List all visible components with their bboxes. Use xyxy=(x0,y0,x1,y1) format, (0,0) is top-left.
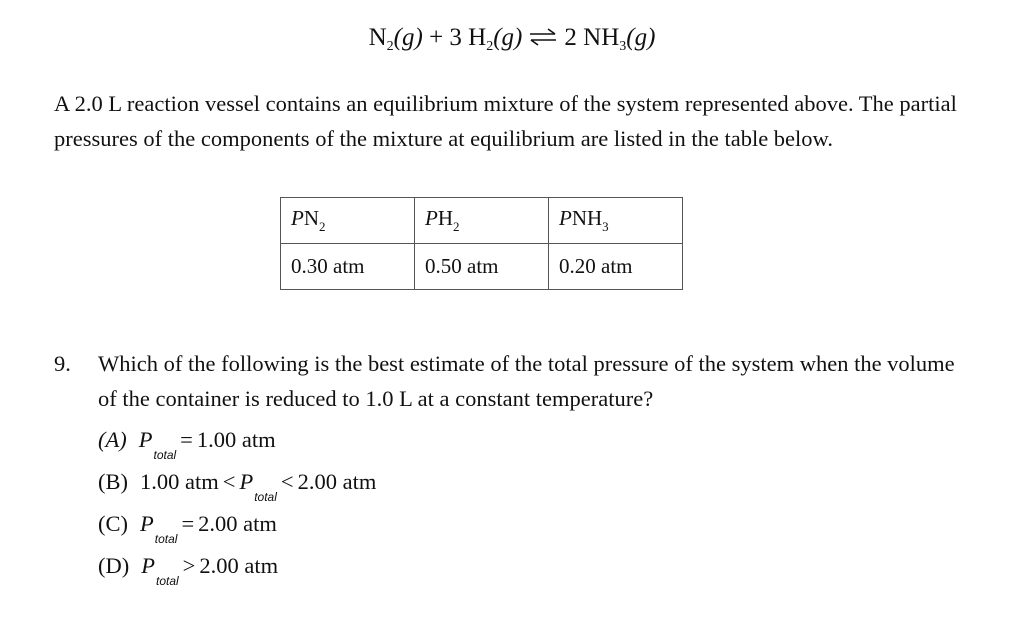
value-pn2: 0.30 atm xyxy=(281,244,415,290)
choice-b[interactable]: (B) 1.00 atm < $P_{total}< 2.00$ atm xyxy=(98,469,377,504)
choice-a-value: 1.00 atm xyxy=(196,427,276,452)
question-number: 9. xyxy=(54,351,71,376)
h2-formula: $H_2$ xyxy=(468,24,494,54)
choice-a[interactable]: (A) $P_{total}= 1.00$ atm xyxy=(98,427,276,462)
nh3-coefficient: 2 xyxy=(564,24,577,51)
partial-pressure-table xyxy=(280,197,683,290)
table-header-row xyxy=(281,198,683,244)
equilibrium-arrow-icon xyxy=(528,27,558,47)
intro-paragraph xyxy=(54,86,984,156)
choice-b-letter: (B) xyxy=(98,469,128,494)
n2-formula: $N_2$ xyxy=(368,24,394,54)
choice-a-letter: (A) xyxy=(98,427,127,452)
n2-phase: (g) xyxy=(393,24,423,51)
intro-text: A 2.0 L reaction vessel contains an equilibrium mixture of the system represented above. The partial pressures of the components of the mixture at equilibrium are listed in the table below. xyxy=(54,91,957,151)
header-pn2: $PN_2$ xyxy=(281,198,415,244)
nh3-formula: $NH_3$ xyxy=(583,24,627,54)
choice-c-letter: (C) xyxy=(98,511,128,536)
nh3-phase: (g) xyxy=(626,24,656,51)
h2-phase: (g) xyxy=(493,24,523,51)
equilibrium-equation xyxy=(0,18,1024,67)
choice-c-value: 2.00 atm xyxy=(198,511,277,536)
plus-sign: + xyxy=(429,24,444,51)
choice-c[interactable]: (C) $P_{total}= 2.00$ atm xyxy=(98,511,277,546)
h2-coefficient: 3 xyxy=(449,24,462,51)
choice-d-letter: (D) xyxy=(98,553,130,578)
header-ph2: $PH_2$ xyxy=(415,198,549,244)
choice-d-value: 2.00 atm xyxy=(199,553,279,578)
header-pnh3: $PNH_3$ xyxy=(549,198,683,244)
value-ph2: 0.50 atm xyxy=(415,244,549,290)
table-value-row xyxy=(281,244,683,290)
question-text: Which of the following is the best estimate of the total pressure of the system when the volume of the container is reduced to 1.0 L at a constant temperature? xyxy=(98,351,955,411)
value-pnh3: 0.20 atm xyxy=(549,244,683,290)
choice-d[interactable]: (D) $P_{total}> 2.00$ atm xyxy=(98,553,279,588)
